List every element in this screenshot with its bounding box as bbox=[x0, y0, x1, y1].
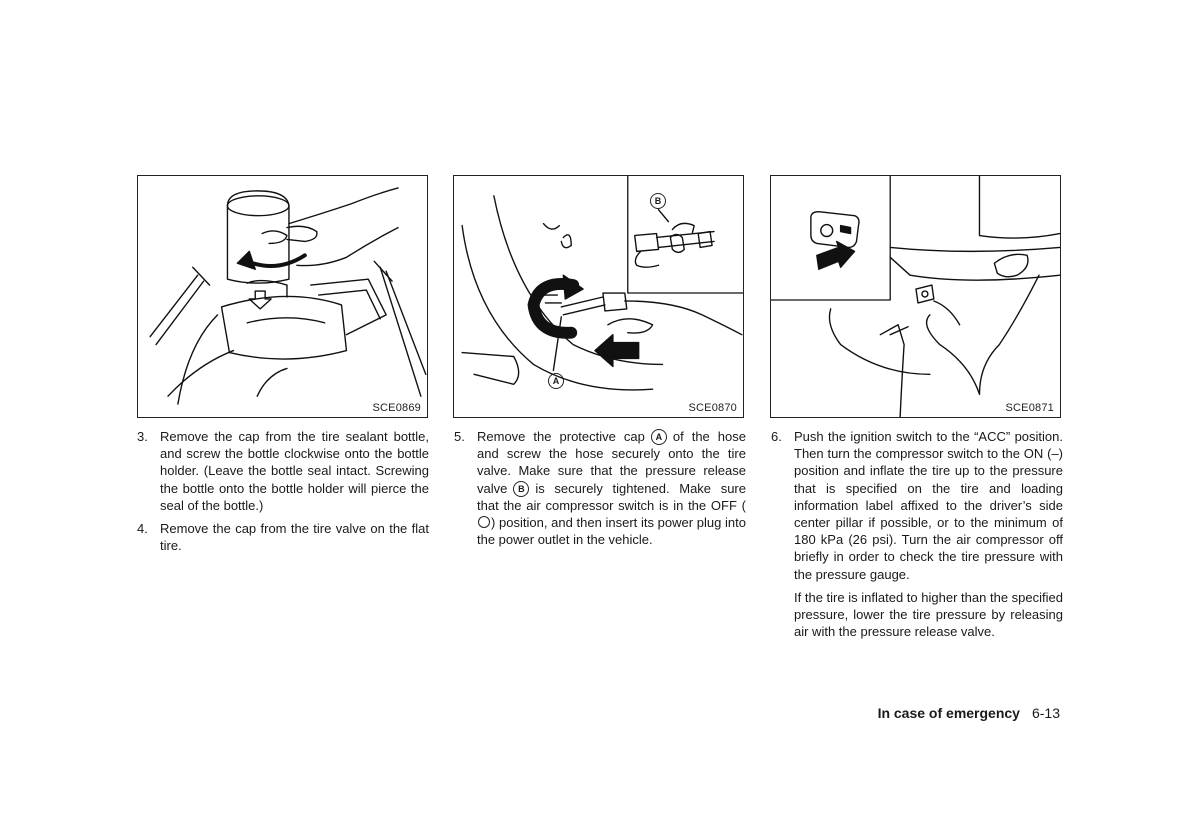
figure-sce0870 bbox=[453, 175, 744, 418]
figure-code: SCE0870 bbox=[688, 402, 737, 414]
callout-a-marker: A bbox=[651, 429, 667, 445]
illustration-compressor-switch bbox=[771, 176, 1060, 417]
step-6 bbox=[771, 428, 1063, 583]
page-number: 6-13 bbox=[1031, 705, 1060, 721]
callout-b: B bbox=[650, 193, 666, 209]
page-footer bbox=[878, 705, 1060, 721]
callout-b-marker: B bbox=[513, 481, 529, 497]
column-2 bbox=[454, 428, 746, 554]
step-4 bbox=[137, 520, 429, 554]
step-number: 4. bbox=[137, 521, 148, 537]
figure-code: SCE0871 bbox=[1005, 402, 1054, 414]
callout-a: A bbox=[548, 373, 564, 389]
step-text-part-1: Remove the protective cap bbox=[477, 429, 645, 444]
step-text: Push the ignition switch to the “ACC” position. Then turn the compressor switch to the ON (–) position and inflate the tire up to the pressure that is specified on the tire and loading information label affixed to the driver’s side center pillar if possible, or to the minimum of 180 kPa (26 psi). Turn the air compressor off briefly in order to check the tire pressure with the pressure gauge. bbox=[794, 429, 1063, 582]
step-text: Remove the cap from the tire sealant bottle, and screw the bottle clockwise onto the bottle holder. (Leave the bottle seal intact. Screwing the bottle onto the bottle holder will pierce the seal of the bottle.) bbox=[160, 429, 429, 513]
step-number: 3. bbox=[137, 429, 148, 444]
step-number: 6. bbox=[771, 429, 782, 444]
step-text-part-4: ) position, and then insert its power plug into the power outlet in the vehicle. bbox=[477, 515, 746, 548]
step-5 bbox=[454, 428, 746, 548]
figure-sce0869 bbox=[137, 175, 428, 418]
column-1 bbox=[137, 428, 429, 560]
step-text-part-2: of the hose and screw the hose securely onto the tire valve. Make sure that the pressure release valve bbox=[477, 429, 746, 496]
step-number: 5. bbox=[454, 429, 465, 444]
section-title: In case of emergency bbox=[877, 705, 1020, 721]
illustration-hose-on-tire-valve bbox=[454, 176, 743, 417]
step-6-note: If the tire is inflated to higher than the specified pressure, lower the tire pressure by releasing air with the pressure release valve. bbox=[794, 589, 1063, 640]
off-symbol-icon bbox=[478, 516, 490, 528]
step-text-part-3: is securely tightened. Make sure that the air compressor switch is in the OFF ( bbox=[477, 480, 746, 513]
step-3 bbox=[137, 428, 429, 514]
figure-code: SCE0869 bbox=[372, 402, 421, 414]
figure-sce0871 bbox=[770, 175, 1061, 418]
illustration-bottle-on-holder bbox=[138, 176, 427, 417]
column-3 bbox=[771, 428, 1063, 640]
step-text: Remove the cap from the tire valve on the flat tire. bbox=[160, 521, 429, 554]
